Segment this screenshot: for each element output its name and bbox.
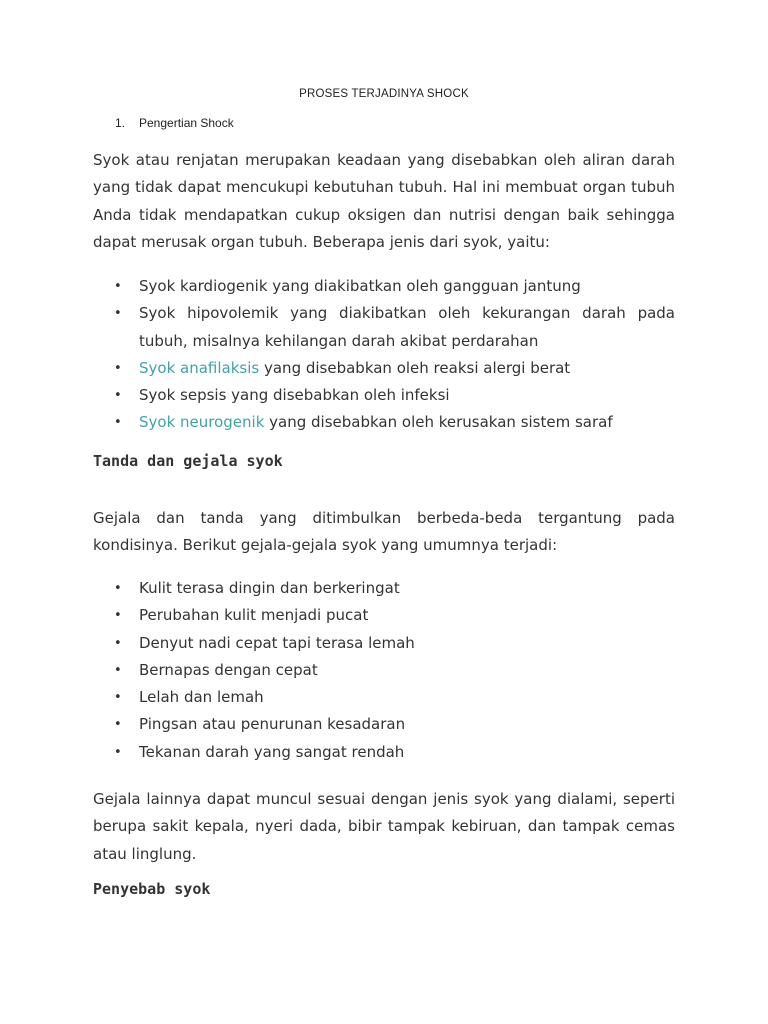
symptoms-heading: Tanda dan gejala syok xyxy=(93,452,283,470)
list-item-text: Syok kardiogenik yang diakibatkan oleh gangguan jantung xyxy=(139,277,581,295)
list-item-text: Syok sepsis yang disebabkan oleh infeksi xyxy=(139,386,450,405)
bullet-icon: • xyxy=(114,581,122,596)
list-item-text: yang disebabkan oleh kerusakan sistem saraf xyxy=(264,413,613,432)
symptoms-paragraph: Gejala dan tanda yang ditimbulkan berbeda-beda tergantung pada kondisinya. Berikut gejala-gejala syok yang umumnya terjadi: xyxy=(93,509,675,555)
list-item-text: yang disebabkan oleh reaksi alergi berat xyxy=(259,358,571,377)
list-item xyxy=(112,300,675,355)
bullet-icon: • xyxy=(114,306,122,322)
bullet-icon: • xyxy=(114,662,122,678)
bullet-icon: • xyxy=(114,717,122,733)
bullet-icon: • xyxy=(114,690,122,706)
list-item xyxy=(112,273,675,300)
causes-heading: Penyebab syok xyxy=(93,880,211,898)
neurogenik-link[interactable]: Syok neurogenik xyxy=(139,413,265,432)
bullet-icon: • xyxy=(114,744,122,760)
anafilaksis-link[interactable]: Syok anafilaksis xyxy=(139,358,260,377)
section-label: Pengertian Shock xyxy=(139,116,234,130)
bullet-icon: • xyxy=(114,388,122,404)
list-item-text: Lelah dan lemah xyxy=(139,688,264,707)
bullet-icon: • xyxy=(114,360,122,376)
document-title: PROSES TERJADINYA SHOCK xyxy=(299,88,469,100)
bullet-icon: • xyxy=(114,415,122,431)
list-item-text: Syok hipovolemik yang diakibatkan oleh kekurangan darah pada tubuh, misalnya kehilangan darah akibat perdarahan xyxy=(139,304,675,350)
shock-types-list xyxy=(112,273,675,437)
symptoms-list xyxy=(112,575,675,766)
list-item xyxy=(112,382,675,409)
list-item-text: Denyut nadi cepat tapi terasa lemah xyxy=(139,633,415,652)
list-item xyxy=(112,711,675,738)
list-item xyxy=(112,630,675,657)
other-symptoms-paragraph: Gejala lainnya dapat muncul sesuai dengan jenis syok yang dialami, seperti berupa sakit kepala, nyeri dada, bibir tampak kebiruan, dan tampak cemas atau linglung. xyxy=(93,790,675,863)
list-item xyxy=(112,575,675,602)
list-item-text: Tekanan darah yang sangat rendah xyxy=(139,742,405,761)
list-item-text: Bernapas dengan cepat xyxy=(139,660,318,679)
list-item xyxy=(112,602,675,629)
list-item xyxy=(112,355,675,382)
intro-paragraph: Syok atau renjatan merupakan keadaan yang disebabkan oleh aliran darah yang tidak dapat mencukupi kebutuhan tubuh. Hal ini membuat organ tubuh Anda tidak mendapatkan cukup oksigen dan nutrisi dengan baik sehingga dapat merusak organ tubuh. Beberapa jenis dari syok, yaitu: xyxy=(93,151,675,251)
bullet-icon: • xyxy=(114,608,122,624)
list-item xyxy=(112,739,675,766)
list-item xyxy=(112,684,675,711)
section-heading xyxy=(115,116,234,130)
bullet-icon: • xyxy=(114,635,122,651)
bullet-icon: • xyxy=(114,279,122,294)
list-item-text: Pingsan atau penurunan kesadaran xyxy=(139,715,406,734)
list-item xyxy=(112,657,675,684)
list-item-text: Kulit terasa dingin dan berkeringat xyxy=(139,579,400,597)
list-item xyxy=(112,409,675,436)
list-item-text: Perubahan kulit menjadi pucat xyxy=(139,606,369,625)
section-number: 1. xyxy=(115,116,126,130)
